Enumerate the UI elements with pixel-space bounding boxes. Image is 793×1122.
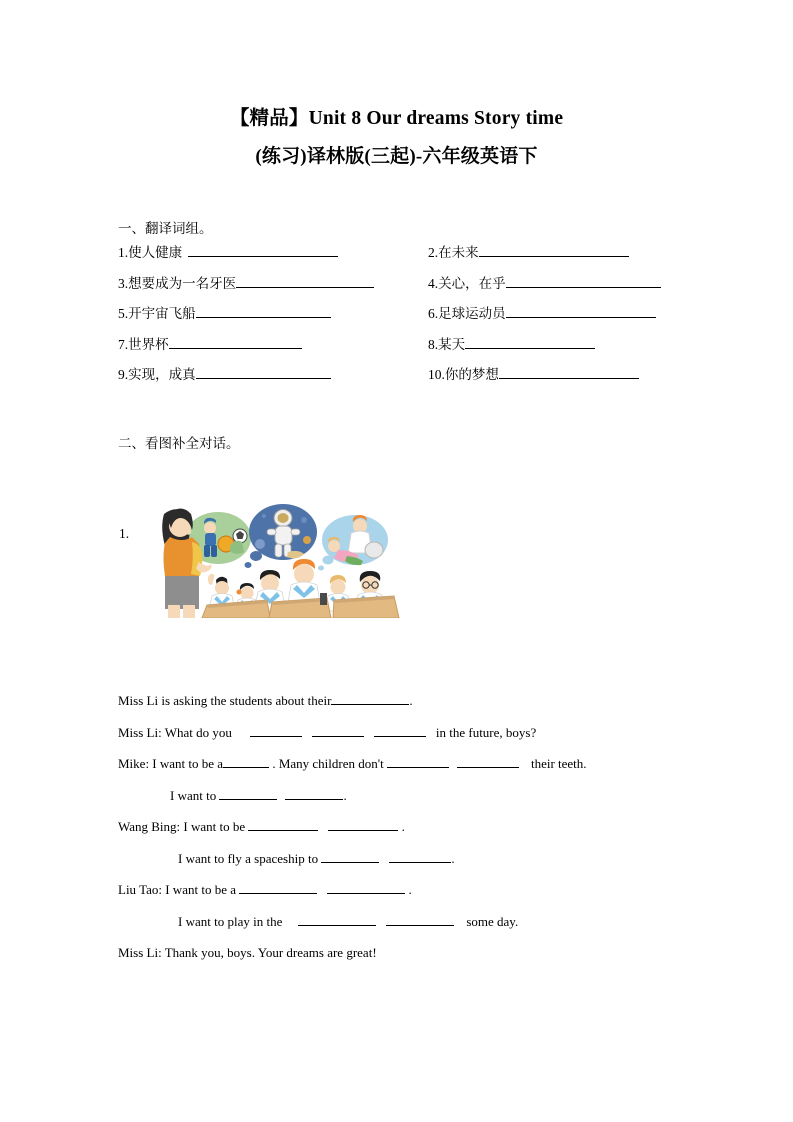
dialogue-text: Miss Li: Thank you, boys. Your dreams are great! [118,945,377,960]
thought-bubble-dentist-icon [318,515,388,571]
page-title [0,100,793,176]
answer-blank[interactable] [196,365,331,379]
vocab-label: 4.关心，在乎 [428,275,506,291]
vocab-row [118,241,678,272]
classroom-illustration [152,500,400,618]
dialogue-line-wangbing-line1 [118,811,718,843]
dialogue-text: . [398,819,405,834]
answer-blank[interactable] [506,304,656,318]
answer-blank[interactable] [250,723,302,737]
dialogue-block [118,685,718,969]
vocab-label: 5.开宇宙飞船 [118,306,196,321]
vocab-item-9 [118,363,331,383]
vocab-label: 2.在未来 [428,245,479,260]
vocab-row [118,302,678,333]
dialogue-text: I want to [170,787,220,803]
vocab-item-2 [428,241,629,261]
answer-blank[interactable] [479,243,629,257]
dialogue-text: some day. [466,913,519,929]
dialogue-text: Miss Li is asking the students about their [118,693,332,708]
dialogue-line-missli-question [118,717,718,749]
vocab-item-4 [428,272,661,292]
vocab-item-10 [428,363,639,383]
vocab-item-7 [118,333,302,353]
dialogue-text: Liu Tao: I want to be a [118,882,240,897]
dialogue-text: I want to fly a spaceship to [178,850,322,866]
answer-blank[interactable] [219,786,277,800]
answer-blank[interactable] [248,817,318,831]
vocab-label: 10.你的梦想 [428,367,499,382]
answer-blank[interactable] [298,912,376,926]
dialogue-text: . Many children don't [269,756,387,771]
answer-blank[interactable] [327,880,405,894]
answer-blank[interactable] [169,335,302,349]
vocab-label: 9.实现，成真 [118,367,196,382]
dialogue-text: I want to play in the [178,913,283,929]
section-two-heading: 二、看图补全对话。 [118,436,240,451]
vocab-label: 6.足球运动员 [428,306,506,321]
answer-blank[interactable] [223,754,269,768]
thought-bubble-astronaut-icon [245,504,318,568]
answer-blank[interactable] [506,274,661,288]
answer-blank[interactable] [285,786,343,800]
vocab-item-8 [428,333,595,353]
title-line-1: 【精品】Unit 8 Our dreams Story time [229,108,564,129]
translate-phrases-list [118,241,678,394]
dialogue-text: . [451,850,455,866]
answer-blank[interactable] [331,691,409,705]
dialogue-text: Mike: I want to be a [118,756,224,771]
vocab-label: 8.某天 [428,336,466,352]
dialogue-line-liutao-line2 [118,906,718,938]
answer-blank[interactable] [328,817,398,831]
dialogue-line-intro [118,685,718,717]
vocab-item-5 [118,302,331,322]
vocab-row [118,333,678,364]
dialogue-text: . [343,787,347,803]
answer-blank[interactable] [239,880,317,894]
vocab-row [118,272,678,303]
dialogue-line-missli-closing [118,937,718,969]
dialogue-text: Miss Li: What do you [118,724,232,740]
answer-blank[interactable] [386,912,454,926]
dialogue-text: Wang Bing: I want to be [118,819,249,834]
dialogue-text: . [409,693,413,708]
vocab-item-3 [118,272,374,292]
dialogue-text: . [405,882,412,897]
figure-number: 1. [119,526,130,541]
vocab-item-6 [428,302,656,322]
dialogue-line-wangbing-line2 [118,843,718,875]
vocab-row [118,363,678,394]
answer-blank[interactable] [457,754,519,768]
dialogue-text: their teeth. [530,756,587,771]
dialogue-line-liutao-line1 [118,874,718,906]
section-one-heading: 一、翻译词组。 [118,221,213,236]
dialogue-line-mike-line2 [118,780,718,812]
answer-blank[interactable] [188,243,338,257]
answer-blank[interactable] [321,849,379,863]
answer-blank[interactable] [312,723,364,737]
vocab-label: 1.使人健康 [118,245,183,260]
answer-blank[interactable] [465,335,595,349]
answer-blank[interactable] [389,849,451,863]
answer-blank[interactable] [387,754,449,768]
dialogue-text: in the future, boys? [435,724,537,740]
answer-blank[interactable] [196,304,331,318]
vocab-label: 7.世界杯 [118,336,169,352]
vocab-item-1 [118,241,338,261]
title-line-2: (练习)译林版(三起)-六年级英语下 [255,146,538,167]
answer-blank[interactable] [374,723,426,737]
answer-blank[interactable] [236,274,374,288]
vocab-label: 3.想要成为一名牙医 [118,275,237,291]
dialogue-line-mike-line1 [118,748,718,780]
answer-blank[interactable] [499,365,639,379]
